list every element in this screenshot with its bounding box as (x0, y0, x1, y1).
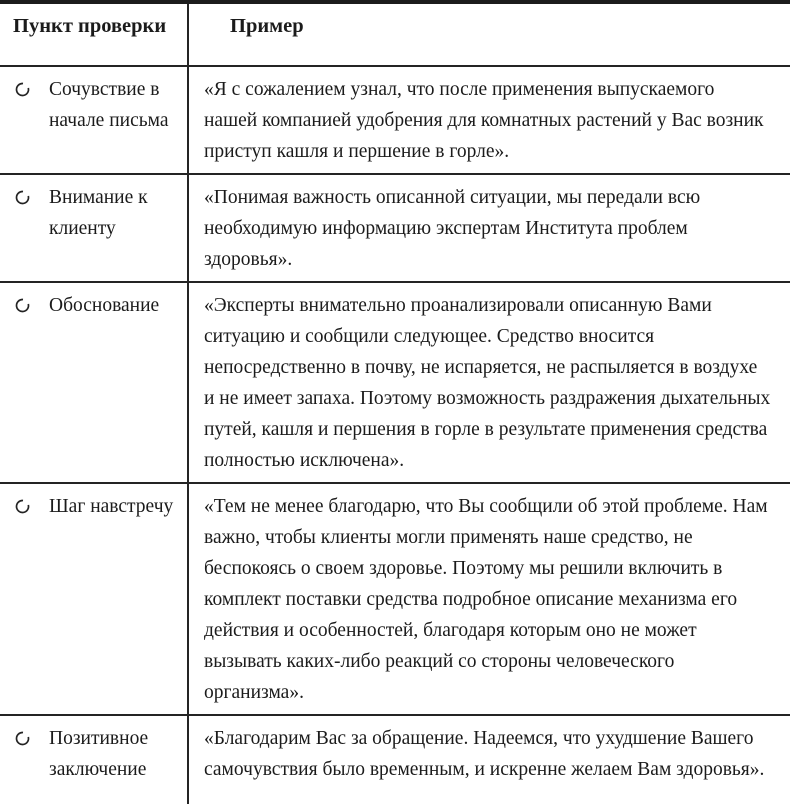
open-circle-icon (15, 82, 30, 97)
open-circle-icon (15, 190, 30, 205)
table-row (0, 484, 790, 716)
example-text: «Тем не менее благодарю, что Вы сообщили об этой проблеме. Нам важно, чтобы клиенты могли применять наше средство, не беспокоясь о своем здоровье. Поэтому мы решили включить в комплект поставки средства подробное описание механизма его действия и особенностей, благодаря которым оно не может вызывать каких-либо реакций со стороны человеческого организма». (204, 496, 768, 703)
table-row (0, 716, 790, 804)
table-row (0, 67, 790, 175)
check-point-label: Позитивное заключение (49, 728, 149, 780)
check-point-label: Внимание к клиенту (49, 187, 148, 239)
check-point-cell (0, 67, 189, 173)
example-text: «Благодарим Вас за обращение. Надеемся, что ухудшение Вашего самочувствия было временным, и искренне желаем Вам здоровья». (204, 728, 765, 780)
table-header-row (0, 4, 790, 67)
open-circle-icon (15, 731, 30, 746)
example-text: «Понимая важность описанной ситуации, мы передали всю необходимую информацию экспертам Института проблем здоровья». (204, 187, 701, 270)
check-point-cell (0, 175, 189, 281)
check-point-cell (0, 484, 189, 714)
check-point-label: Шаг навстречу (49, 496, 174, 517)
column-header-check-point: Пункт проверки (0, 4, 189, 65)
table-row (0, 283, 790, 484)
open-circle-icon (15, 499, 30, 514)
check-point-label: Сочувствие в начале письма (49, 79, 169, 131)
example-text: «Я с сожалением узнал, что после применения выпускаемого нашей компанией удобрения для комнатных растений у Вас возник приступ кашля и першение в горле». (204, 79, 764, 162)
check-point-cell (0, 716, 189, 804)
example-text: «Эксперты внимательно проанализировали описанную Вами ситуацию и сообщили следующее. Средство вносится непосредственно в почву, не испаряется, не распыляется в воздухе и не имеет запаха. Поэтому возможность раздражения дыхательных путей, кашля и першения в горле в результате применения средства полностью исключена». (204, 295, 771, 471)
table-row (0, 175, 790, 283)
check-point-cell (0, 283, 189, 482)
open-circle-icon (15, 298, 30, 313)
check-point-label: Обоснование (49, 295, 160, 316)
column-header-example: Пример (230, 15, 304, 37)
